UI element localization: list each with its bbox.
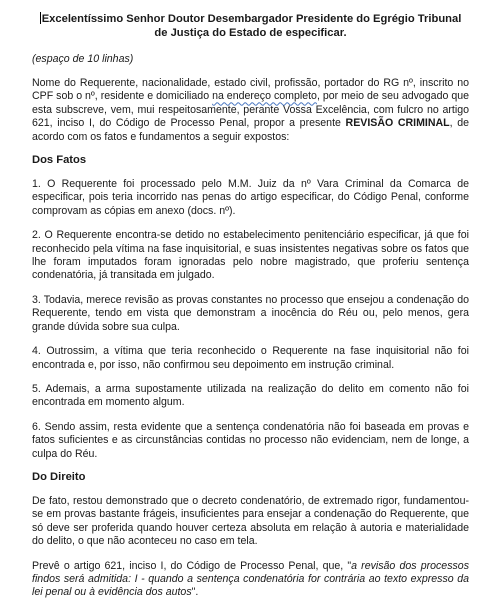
document-header xyxy=(32,12,469,40)
fact-paragraph-6: 6. Sendo assim, resta evidente que a sentença condenatória não foi baseada em provas e fatos suficientes e as circunstâncias contidas no processo não evidenciam, nem de longe, a culpa do Réu. xyxy=(32,420,469,460)
text-cursor xyxy=(40,12,41,24)
fact-paragraph-5: 5. Ademais, a arma supostamente utilizada na realização do delito em comento não foi encontrada em momento algum. xyxy=(32,382,469,409)
intro-text-1: Nome do Requerente, nacionalidade, estado civil, profissão, portador do RG nº, inscrito no CPF sob o nº, residente e domiciliado xyxy=(32,77,469,103)
law-quote: a revisão dos processos findos será admitida: I - quando a sentença condenatória for contrária ao texto expresso da lei penal ou à evidência dos autos xyxy=(32,559,469,599)
intro-bold-title: REVISÃO CRIMINAL xyxy=(345,117,450,130)
intro-paragraph xyxy=(32,77,469,144)
fact-paragraph-3: 3. Todavia, merece revisão as provas constantes no processo que ensejou a condenação do Requerente, tendo em vista que demonstram a inocência do Réu ou, pelo menos, gera grande dúvida sobre sua culpa. xyxy=(32,293,469,333)
law-text-2: ". xyxy=(191,586,199,599)
fact-paragraph-1: 1. O Requerente foi processado pelo M.M. Juiz da nº Vara Criminal da Comarca de especificar, pois teria incorrido nas penas do artigo especificar, do Código Penal, conforme comprovam as cópias em anexo (docs. nº). xyxy=(32,178,469,217)
intro-text-3: , de acordo com os fatos e fundamentos a seguir expostos: xyxy=(32,117,469,143)
fact-paragraph-4: 4. Outrossim, a vítima que teria reconhecido o Requerente na fase inquisitorial não foi encontrada e, por isso, não confirmou seu depoimento em instrução criminal. xyxy=(32,345,469,371)
law-paragraph-1: De fato, restou demonstrado que o decreto condenatório, de extremado rigor, fundamentou-se em provas bastante frágeis, insuficientes para ensejar a condenação do Requerente, que só deve ser proferida quando houver certeza absoluta em relação à autoria e materialidade do delito, o que não aconteceu no caso em tela. xyxy=(32,494,469,548)
fact-paragraph-2: 2. O Requerente encontra-se detido no estabelecimento penitenciário especificar, já que foi reconhecido pela vítima na fase inquisitorial, e suas insistentes negativas sobre os fatos que lhe foram imputados foram ignoradas pelo nobre magistrado, que proferiu sentença condenatória, já transitada em julgado. xyxy=(32,229,469,282)
section-title-law: Do Direito xyxy=(32,470,86,483)
law-text-1: Prevê o artigo 621, inciso I, do Código de Processo Penal, que, " xyxy=(32,559,352,572)
spellcheck-underlined-text: na endereço completo xyxy=(212,90,317,103)
intro-text-2: , por meio de seu advogado que esta subscreve, vem, mui respeitosamente, perante Vossa Excelência, com fulcro no artigo 621, inciso I, do Código de Processo Penal, propor a presente xyxy=(32,90,469,130)
header-text: Excelentíssimo Senhor Doutor Desembargador Presidente do Egrégio Tribunal de Justiça do Estado de especificar. xyxy=(41,13,462,39)
section-title-facts: Dos Fatos xyxy=(32,154,87,167)
space-note: (espaço de 10 linhas) xyxy=(32,53,134,65)
law-paragraph-2 xyxy=(32,560,469,600)
